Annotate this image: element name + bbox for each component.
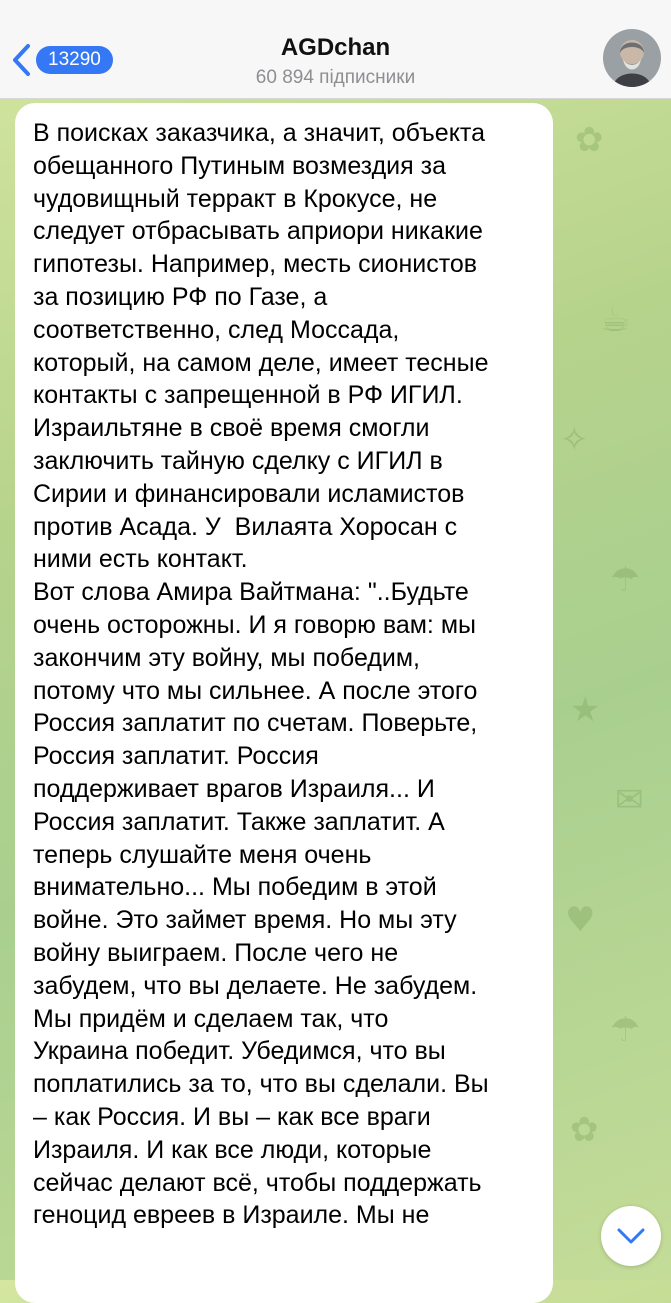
- message-line: войну выиграем. После чего не: [33, 938, 399, 967]
- scroll-down-button[interactable]: [601, 1206, 661, 1266]
- message-line: чудовищный терракт в Крокусе, не: [33, 184, 438, 213]
- message-line: который, на самом деле, имеет тесные: [33, 348, 489, 377]
- message-line: Израиля. И как все люди, которые: [33, 1135, 432, 1164]
- message-line: соответственно, след Моссада,: [33, 315, 400, 344]
- message-line: Украина победит. Убедимся, что вы: [33, 1037, 446, 1066]
- chat-background-pattern: ✿ ☕ ✧ ☂ ★ ✉ ♥ ☂ ✿: [560, 120, 644, 1150]
- message-line: закончим эту войну, мы победим,: [33, 643, 420, 672]
- message-line: Мы придём и сделаем так, что: [33, 1004, 389, 1033]
- unread-count-badge: 13290: [36, 46, 113, 74]
- message-line: следует отбрасывать априори никакие: [33, 217, 483, 246]
- channel-avatar[interactable]: [603, 29, 661, 87]
- message-line: теперь слушайте меня очень: [33, 840, 372, 869]
- message-line: геноцид евреев в Израиле. Мы не: [33, 1201, 430, 1230]
- message-line: контакты с запрещенной в РФ ИГИЛ.: [33, 381, 463, 410]
- message-bubble: [15, 103, 553, 1303]
- message-line: Сирии и финансировали исламистов: [33, 479, 465, 508]
- chat-header: [0, 0, 671, 99]
- message-line: заключить тайную сделку с ИГИЛ в: [33, 446, 443, 475]
- message-line: ними есть контакт.: [33, 545, 248, 574]
- message-line: внимательно... Мы победим в этой: [33, 873, 437, 902]
- message-line: войне. Это займет время. Но мы эту: [33, 906, 457, 935]
- message-line: Россия заплатит. Россия: [33, 742, 319, 771]
- channel-info[interactable]: [0, 34, 671, 90]
- message-text: [33, 117, 541, 1232]
- message-line: очень осторожны. И я говорю вам: мы: [33, 610, 476, 639]
- message-line: поддерживает врагов Израиля... И: [33, 774, 435, 803]
- chevron-down-icon: [615, 1226, 647, 1246]
- message-line: поплатились за то, что вы сделали. Вы: [33, 1070, 489, 1099]
- message-line: обещанного Путиным возмездия за: [33, 151, 446, 180]
- message-line: забудем, что вы делаете. Не забудем.: [33, 971, 478, 1000]
- message-line: Россия заплатит. Также заплатит. А: [33, 807, 445, 836]
- message-line: В поисках заказчика, а значит, объекта: [33, 119, 485, 147]
- message-line: – как Россия. И вы – как все враги: [33, 1102, 431, 1131]
- message-line: Израильтяне в своё время смогли: [33, 414, 430, 443]
- message-line: Вот слова Амира Вайтмана: "..Будьте: [33, 578, 469, 607]
- message-line: гипотезы. Например, месть сионистов: [33, 250, 478, 279]
- avatar-image: [603, 29, 661, 87]
- channel-name: AGDchan: [280, 34, 391, 61]
- message-line: за позицию РФ по Газе, а: [33, 282, 328, 311]
- message-line: сейчас делают всё, чтобы поддержать: [33, 1168, 482, 1197]
- message-line: потому что мы сильнее. А после этого: [33, 676, 478, 705]
- message-line: против Асада. У Вилаята Хоросан с: [33, 512, 458, 541]
- message-line: Россия заплатит по счетам. Поверьте,: [33, 709, 478, 738]
- subscriber-count: 60 894 підписники: [255, 67, 416, 88]
